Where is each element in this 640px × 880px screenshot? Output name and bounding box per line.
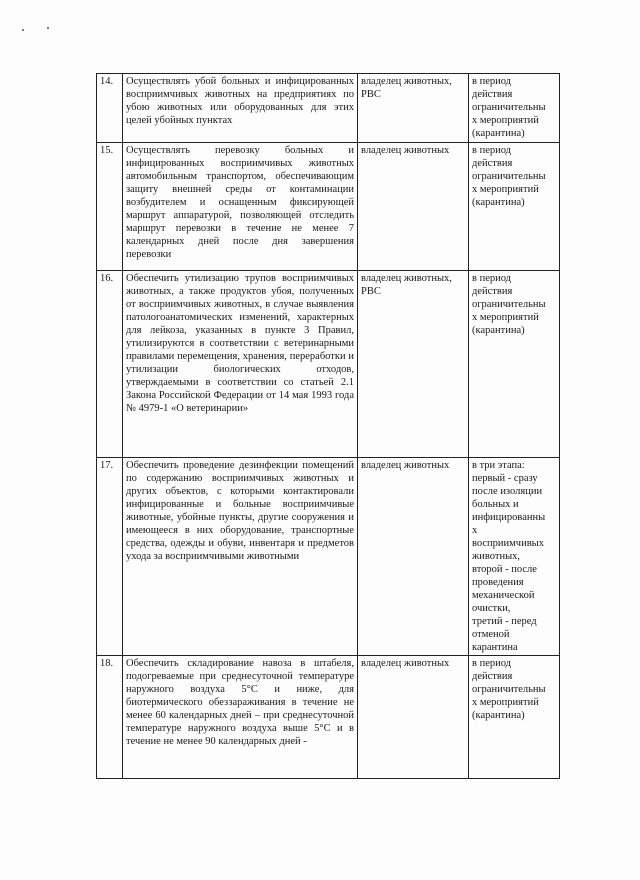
execution-term xyxy=(469,143,560,271)
term-line: (карантина) xyxy=(472,325,525,336)
table-row xyxy=(97,458,560,656)
responsible-party: владелец животных, РВС xyxy=(358,74,469,143)
term-line: х мероприятий xyxy=(472,697,539,708)
measure-description: Осуществлять перевозку больных и инфицированных восприимчивых животных автомобильным транспортом, обеспечивающим защиту внешней среды от контаминации возбудителем и оснащенным фиксирующей маршрут аппаратурой, позволяющей отследить маршрут перевозки в течение не менее 7 календарных дней после дня завершения перевозки xyxy=(123,143,358,271)
row-number: 17. xyxy=(97,458,123,656)
term-line: больных и xyxy=(472,499,519,510)
term-line: действия xyxy=(472,158,513,169)
term-line: ограничительны xyxy=(472,102,546,113)
term-line: очистки, xyxy=(472,603,511,614)
term-line: первый - сразу xyxy=(472,473,538,484)
term-line: (карантина) xyxy=(472,197,525,208)
term-line: третий - перед xyxy=(472,616,537,627)
term-line: животных, xyxy=(472,551,521,562)
term-line: механической xyxy=(472,590,535,601)
execution-term xyxy=(469,458,560,656)
term-line: проведения xyxy=(472,577,524,588)
term-line: восприимчивых xyxy=(472,538,544,549)
term-line: х xyxy=(472,525,478,536)
measures-table-body xyxy=(97,74,560,779)
measure-description: Осуществлять убой больных и инфицированных восприимчивых животных на предприятиях по убою животных или оборудованных для этих целей убойных пунктах xyxy=(123,74,358,143)
term-line: ограничительны xyxy=(472,299,546,310)
measure-description: Обеспечить утилизацию трупов восприимчивых животных, а также продуктов убоя, полученных от восприимчивых животных, в случае выявления патологоанатомических изменений, характерных для лейкоза, указанных в пункте 3 Правил, утилизируются в соответствии с ветеринарными правилами перемещения, хранения, переработки и утилизации биологических отходов, утверждаемыми в соответствии со статьей 2.1 Закона Российской Федерации от 14 мая 1993 года № 4979-1 «О ветеринарии» xyxy=(123,271,358,458)
term-line: в три этапа: xyxy=(472,460,525,471)
term-line: в период xyxy=(472,145,512,156)
execution-term xyxy=(469,74,560,143)
term-line: действия xyxy=(472,671,513,682)
term-line: карантина xyxy=(472,642,518,653)
responsible-party: владелец животных, РВС xyxy=(358,271,469,458)
scan-speck xyxy=(22,29,24,31)
execution-term xyxy=(469,656,560,779)
responsible-party: владелец животных xyxy=(358,458,469,656)
table-row xyxy=(97,271,560,458)
term-line: ограничительны xyxy=(472,171,546,182)
term-line: действия xyxy=(472,286,513,297)
term-line: действия xyxy=(472,89,513,100)
term-line: после изоляции xyxy=(472,486,543,497)
measure-description: Обеспечить проведение дезинфекции помещений по содержанию восприимчивых животных и других объектов, с которыми контактировали инфицированные и больные восприимчивые животные, убойные пункты, другие сооружения и имеющееся в них оборудование, транспортные средства, одежды и обуви, инвентаря и предметов ухода за восприимчивыми животными xyxy=(123,458,358,656)
row-number: 16. xyxy=(97,271,123,458)
term-line: (карантина) xyxy=(472,710,525,721)
term-line: (карантина) xyxy=(472,128,525,139)
table-row xyxy=(97,656,560,779)
table-row xyxy=(97,143,560,271)
term-line: инфицированны xyxy=(472,512,546,523)
responsible-party: владелец животных xyxy=(358,656,469,779)
term-line: в период xyxy=(472,76,512,87)
term-line: отменой xyxy=(472,629,510,640)
term-line: х мероприятий xyxy=(472,184,539,195)
term-line: х мероприятий xyxy=(472,312,539,323)
row-number: 14. xyxy=(97,74,123,143)
row-number: 15. xyxy=(97,143,123,271)
row-number: 18. xyxy=(97,656,123,779)
responsible-party: владелец животных xyxy=(358,143,469,271)
table-row xyxy=(97,74,560,143)
execution-term xyxy=(469,271,560,458)
term-line: х мероприятий xyxy=(472,115,539,126)
term-line: в период xyxy=(472,658,512,669)
term-line: ограничительны xyxy=(472,684,546,695)
scan-speck xyxy=(47,27,49,29)
measures-table xyxy=(96,73,560,779)
term-line: в период xyxy=(472,273,512,284)
measure-description: Обеспечить складирование навоза в штабеля, подогреваемые при среднесуточной температуре наружного воздуха 5°С и ниже, для биотермического обеззараживания в течение не менее 60 календарных дней – при среднесуточной температуре наружного воздуха выше 5°С и в течение не менее 90 календарных дней - xyxy=(123,656,358,779)
term-line: второй - после xyxy=(472,564,537,575)
